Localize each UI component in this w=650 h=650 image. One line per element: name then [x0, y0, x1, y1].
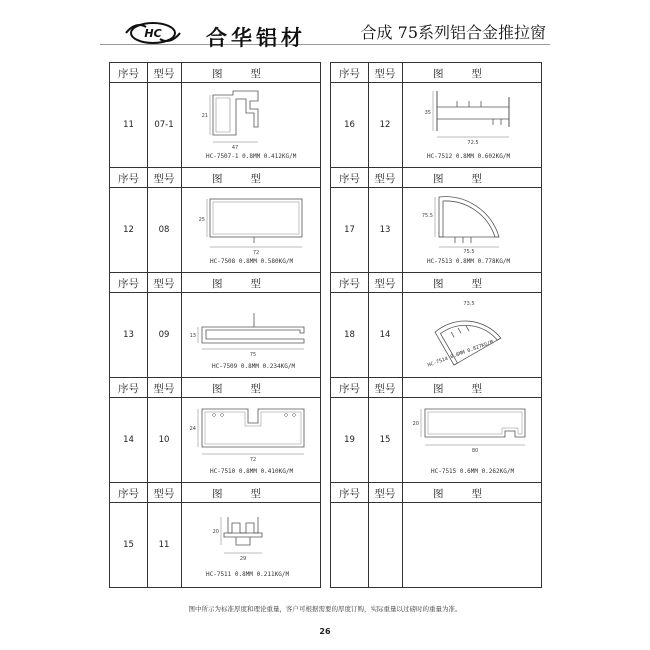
dim-width: 47 [231, 145, 239, 151]
profile-caption: HC-7509 0.8MM 0.234KG/M [212, 363, 296, 370]
profile-drawing-7509 [188, 299, 312, 369]
table-header [331, 168, 541, 188]
dim-width: 72.5 [467, 140, 479, 146]
dim-height: 25 [198, 217, 205, 223]
col-seq-label: 序号 [118, 383, 139, 395]
col-seq-label: 序号 [118, 278, 139, 290]
row-seq: 13 [123, 330, 134, 340]
column-divider [368, 63, 369, 587]
col-figure-label: 图型 [433, 68, 510, 80]
col-figure-label: 图型 [433, 173, 510, 185]
dim-height: 75.5 [421, 213, 433, 219]
profile-drawing-7513 [409, 189, 533, 259]
col-seq-label: 序号 [118, 488, 139, 500]
row-seq: 11 [123, 120, 134, 130]
profile-caption: HC-7515 0.6MM 0.262KG/M [431, 468, 515, 475]
row-model: 14 [379, 330, 391, 340]
col-figure-label: 图型 [212, 383, 289, 395]
profile-table-right [330, 62, 542, 588]
col-seq-label: 序号 [118, 68, 139, 80]
col-model-label: 型号 [153, 488, 175, 500]
dim-width: 72 [249, 457, 257, 463]
profile-drawing-7515 [409, 401, 533, 471]
row-seq: 17 [344, 225, 355, 235]
profile-drawing-7508 [188, 193, 308, 263]
col-model-label: 型号 [374, 383, 396, 395]
dim-width: 73.5 [463, 301, 475, 307]
dim-width: 75.5 [463, 249, 475, 255]
profile-drawing-7507-1 [188, 87, 308, 157]
col-model-label: 型号 [153, 68, 175, 80]
dim-width: 29 [239, 556, 247, 562]
row-seq: 14 [123, 435, 134, 445]
col-model-label: 型号 [153, 173, 175, 185]
page-header [100, 14, 550, 50]
row-model: 12 [379, 120, 391, 130]
dim-width: 80 [471, 448, 479, 454]
row-model: 08 [158, 225, 170, 235]
col-seq-label: 序号 [118, 173, 139, 185]
dim-height: 24 [189, 426, 196, 432]
dim-height: 21 [201, 113, 208, 119]
column-divider [181, 63, 182, 587]
col-model-label: 型号 [374, 68, 396, 80]
dim-width: 75 [249, 352, 257, 358]
profile-caption: HC-7508 0.8MM 0.580KG/M [210, 258, 294, 265]
profile-drawing-7510 [188, 401, 312, 471]
row-model: 07-1 [154, 120, 174, 130]
table-header [110, 63, 320, 83]
column-divider [147, 63, 148, 587]
profile-caption: HC-7512 0.8MM 0.602KG/M [427, 153, 511, 160]
row-seq: 19 [344, 435, 355, 445]
col-model-label: 型号 [374, 173, 396, 185]
logo-text: HC [144, 27, 162, 40]
profile-drawing-7514 [409, 295, 533, 369]
row-model: 10 [158, 435, 170, 445]
col-seq-label: 序号 [339, 68, 360, 80]
brand-name: 合华铝材 [206, 26, 306, 50]
row-seq: 15 [123, 540, 134, 550]
table-header [331, 273, 541, 293]
profile-caption: HC-7507-1 0.8MM 0.412KG/M [206, 153, 297, 160]
table-header [110, 483, 320, 503]
profile-drawing-7512 [409, 87, 533, 157]
row-model: 09 [158, 330, 170, 340]
col-model-label: 型号 [374, 278, 396, 290]
row-model: 11 [158, 540, 170, 550]
footnote: 图中所示为标准厚度和理论重量，客户可根据需要的厚度订购，实际重量以过磅时的重量为准。 [188, 605, 462, 613]
column-divider [402, 63, 403, 587]
col-figure-label: 图型 [212, 68, 289, 80]
table-header [331, 63, 541, 83]
profile-caption: HC-7514 0.8MM 0.827KG/M [427, 339, 495, 369]
profile-caption: HC-7510 0.8MM 0.410KG/M [210, 468, 294, 475]
row-seq: 12 [123, 225, 134, 235]
company-logo [122, 20, 392, 50]
col-model-label: 型号 [374, 488, 396, 500]
col-seq-label: 序号 [339, 278, 360, 290]
dim-height: 35 [424, 110, 431, 116]
col-figure-label: 图型 [433, 488, 510, 500]
row-model: 15 [379, 435, 391, 445]
row-model: 13 [379, 225, 391, 235]
col-seq-label: 序号 [339, 488, 360, 500]
profile-caption: HC-7511 0.8MM 0.211KG/M [206, 571, 290, 578]
page-title: 合成 75系列铝合金推拉窗 [360, 23, 546, 42]
dim-height: 13 [189, 333, 196, 339]
col-figure-label: 图型 [433, 278, 510, 290]
col-figure-label: 图型 [212, 173, 289, 185]
profile-caption: HC-7513 0.8MM 0.778KG/M [427, 258, 511, 265]
col-figure-label: 图型 [212, 488, 289, 500]
table-header [110, 273, 320, 293]
hc-logo-icon [122, 21, 184, 45]
table-header [110, 378, 320, 398]
page-number: 26 [319, 627, 331, 636]
col-seq-label: 序号 [339, 173, 360, 185]
table-header [110, 168, 320, 188]
row-seq: 18 [344, 330, 355, 340]
col-seq-label: 序号 [339, 383, 360, 395]
table-header [331, 483, 541, 503]
col-model-label: 型号 [153, 383, 175, 395]
profile-table-left [109, 62, 321, 588]
dim-width: 72 [252, 250, 260, 256]
row-seq: 16 [344, 120, 355, 130]
col-figure-label: 图型 [433, 383, 510, 395]
profile-drawing-7511 [188, 509, 312, 579]
col-figure-label: 图型 [212, 278, 289, 290]
col-model-label: 型号 [153, 278, 175, 290]
dim-height: 20 [212, 529, 219, 535]
dim-height: 20 [412, 421, 419, 427]
table-header [331, 378, 541, 398]
